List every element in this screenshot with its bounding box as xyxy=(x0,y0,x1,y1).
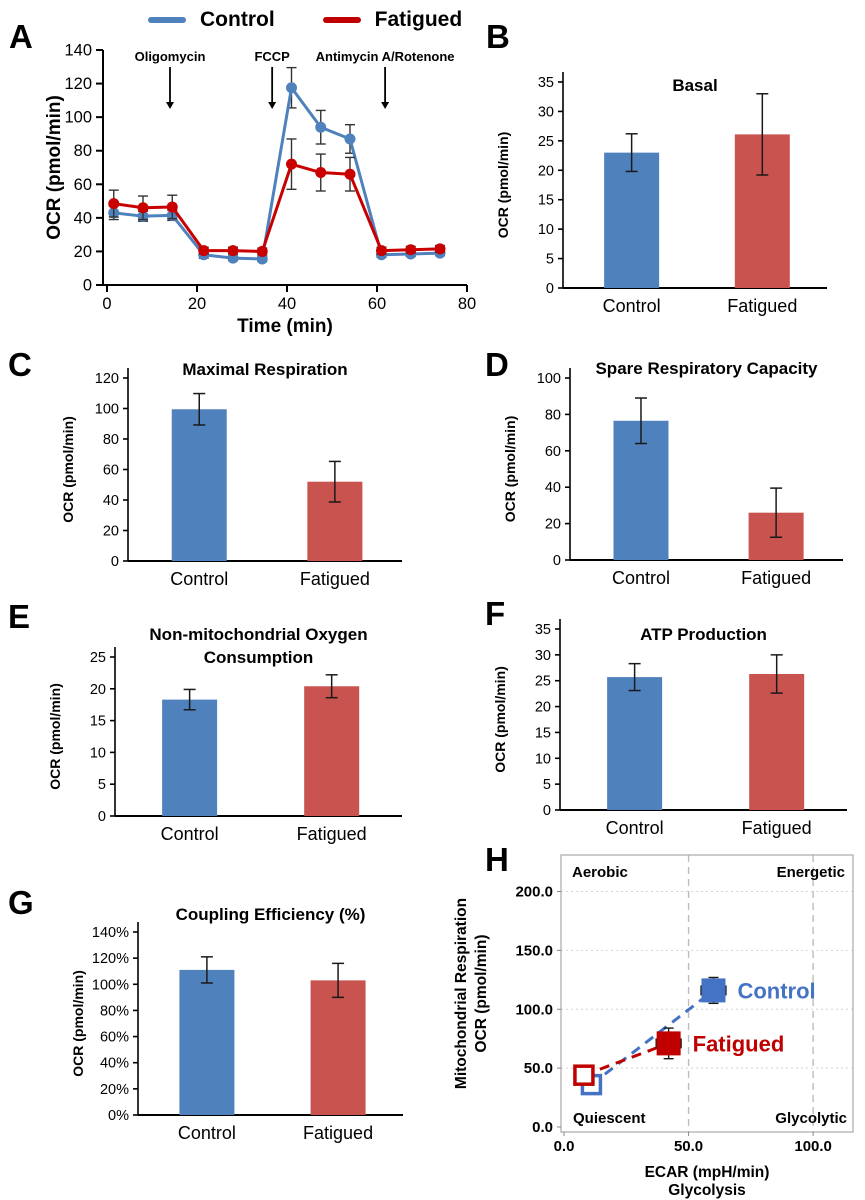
y-tick-label: 80 xyxy=(544,407,561,424)
figure-legend xyxy=(148,8,462,32)
y-tick-label: 50.0 xyxy=(523,1060,553,1078)
quadrant-glycolytic: Glycolytic xyxy=(775,1110,847,1127)
panel-label-h: H xyxy=(485,841,509,878)
y-tick-label: 60 xyxy=(102,462,119,479)
panel-h-energy-map-chart xyxy=(440,841,865,1200)
panel-c-maximal-respiration-chart xyxy=(55,352,465,600)
data-point xyxy=(286,159,297,170)
data-point xyxy=(345,169,356,180)
y-tick-label: 40% xyxy=(99,1055,129,1072)
y-tick-label: 60 xyxy=(73,175,92,194)
x-tick-label: 60 xyxy=(367,295,387,313)
y-tick-label: 140% xyxy=(91,925,129,941)
chart-title: Basal xyxy=(672,76,718,95)
data-point xyxy=(257,246,268,257)
chart-title: Maximal Respiration xyxy=(182,360,348,379)
panel-label-e: E xyxy=(8,598,31,635)
y-tick-label: 25 xyxy=(537,133,554,150)
y-axis-label: OCR (pmol/min) xyxy=(473,934,490,1053)
control-series xyxy=(108,68,445,265)
y-axis-label: OCR (pmol/min) xyxy=(495,131,511,239)
arrowhead-icon xyxy=(166,102,174,109)
panel-e-plot xyxy=(47,625,402,844)
category-label: Control xyxy=(170,569,229,589)
fatigued-bar xyxy=(311,980,366,1115)
panel-label-c: C xyxy=(8,346,32,383)
y-axis-label: Mitochondrial Respiration xyxy=(453,897,470,1090)
y-tick-label: 20 xyxy=(544,516,561,533)
data-point xyxy=(376,245,387,256)
control-filled-square xyxy=(701,978,725,1002)
y-tick-label: 35 xyxy=(534,622,551,638)
data-point xyxy=(167,201,178,212)
quadrant-aerobic: Aerobic xyxy=(572,864,628,881)
y-tick-label: 25 xyxy=(89,650,106,666)
x-tick-label: 0.0 xyxy=(553,1138,575,1155)
y-tick-label: 30 xyxy=(534,647,551,664)
y-tick-label: 100.0 xyxy=(515,1001,553,1019)
y-tick-label: 35 xyxy=(537,75,554,91)
y-tick-label: 15 xyxy=(537,192,554,209)
y-axis-label: OCR (pmol/min) xyxy=(60,416,76,523)
category-label: Fatigued xyxy=(741,818,812,838)
y-tick-label: 10 xyxy=(537,222,554,239)
y-tick-label: 60 xyxy=(544,443,561,460)
legend-item-control xyxy=(148,8,275,32)
y-tick-label: 0 xyxy=(542,803,551,819)
y-tick-label: 20 xyxy=(102,523,119,540)
annotation-label: Antimycin A/Rotenone xyxy=(315,49,455,64)
control-bar xyxy=(604,153,659,288)
y-axis-label: OCR (pmol/min) xyxy=(70,970,86,1077)
fatigued-open-square xyxy=(575,1066,593,1084)
quadrant-energetic: Energetic xyxy=(776,864,845,881)
category-label: Control xyxy=(602,296,661,316)
panel-b-plot xyxy=(495,72,827,316)
data-point xyxy=(138,202,149,213)
control-line-swatch xyxy=(148,17,186,23)
y-tick-label: 40 xyxy=(544,480,561,497)
panel-f-atp-production-chart xyxy=(480,602,865,878)
data-point xyxy=(435,243,446,254)
y-tick-label: 80 xyxy=(73,142,92,161)
legend-item-fatigued xyxy=(323,8,463,32)
y-tick-label: 0 xyxy=(97,809,106,825)
y-tick-label: 200.0 xyxy=(515,883,553,901)
y-tick-label: 100 xyxy=(536,371,561,387)
panel-label-a: A xyxy=(9,18,33,55)
category-label: Control xyxy=(177,1123,236,1143)
x-tick-label: 20 xyxy=(187,295,207,313)
y-tick-label: 5 xyxy=(542,777,551,794)
x-tick-label: 50.0 xyxy=(673,1138,704,1155)
axes xyxy=(64,42,476,314)
category-label: Fatigued xyxy=(303,1123,374,1143)
data-point xyxy=(315,167,326,178)
y-tick-label: 30 xyxy=(537,104,554,121)
data-point xyxy=(345,133,356,144)
panel-label-g: G xyxy=(8,884,34,921)
panel-e-nonmito-chart xyxy=(30,602,465,874)
y-tick-label: 5 xyxy=(545,251,554,268)
y-tick-label: 120% xyxy=(91,951,129,968)
y-tick-label: 20 xyxy=(534,699,551,716)
control-bar xyxy=(172,409,227,561)
control-bar xyxy=(162,700,217,816)
x-tick-label: 100.0 xyxy=(794,1138,832,1155)
panel-label-d: D xyxy=(485,346,509,383)
panel-g-plot xyxy=(70,905,403,1143)
data-point xyxy=(228,245,239,256)
panel-g-coupling-efficiency-chart xyxy=(30,890,465,1190)
x-tick-label: 80 xyxy=(457,295,477,313)
control-bar xyxy=(607,677,662,810)
y-tick-label: 20% xyxy=(99,1081,129,1098)
data-point xyxy=(315,122,326,133)
fatigued-series-label: Fatigued xyxy=(692,1031,785,1057)
category-label: Fatigued xyxy=(727,296,798,316)
category-label: Control xyxy=(605,818,664,838)
annotation-label: Oligomycin xyxy=(134,49,206,64)
chart-title: Coupling Efficiency (%) xyxy=(175,905,366,924)
legend-label-control: Control xyxy=(200,8,275,31)
data-point xyxy=(286,82,297,93)
data-point xyxy=(198,245,209,256)
x-axis-sublabel: Glycolysis xyxy=(668,1182,746,1199)
x-tick-label: 40 xyxy=(277,295,297,313)
y-axis-label: OCR (pmol/min) xyxy=(47,683,63,790)
y-axis-label: OCR (pmol/min) xyxy=(502,415,518,523)
legend-label-fatigued: Fatigued xyxy=(374,8,463,31)
fatigued-line-swatch xyxy=(323,17,361,23)
category-label: Fatigued xyxy=(296,824,367,844)
y-axis-label: OCR (pmol/min) xyxy=(44,95,65,240)
y-tick-label: 100% xyxy=(91,977,129,994)
panel-label-b: B xyxy=(486,18,510,55)
panel-c-plot xyxy=(60,360,402,589)
y-tick-label: 150.0 xyxy=(515,942,553,960)
x-tick-label: 0 xyxy=(102,295,112,313)
y-tick-label: 120 xyxy=(94,371,119,387)
control-bar xyxy=(179,970,234,1115)
data-point xyxy=(108,198,119,209)
y-tick-label: 10 xyxy=(534,751,551,768)
fatigued-filled-square xyxy=(657,1031,681,1055)
category-label: Fatigued xyxy=(299,569,370,589)
y-tick-label: 40 xyxy=(102,493,119,509)
fatigued-series xyxy=(108,139,445,257)
panel-d-spare-capacity-chart xyxy=(480,352,865,600)
category-label: Fatigued xyxy=(741,568,812,588)
panel-a-ocr-kinetics-chart xyxy=(40,30,480,342)
chart-title: Consumption xyxy=(203,648,314,667)
chart-title: Non-mitochondrial Oxygen xyxy=(149,625,368,644)
y-tick-label: 20 xyxy=(537,163,554,180)
y-tick-label: 5 xyxy=(97,777,106,794)
y-tick-label: 100 xyxy=(94,401,119,418)
control-series-label: Control xyxy=(737,978,816,1004)
y-tick-label: 0 xyxy=(82,276,92,295)
y-tick-label: 80% xyxy=(99,1003,129,1020)
y-tick-label: 0% xyxy=(108,1108,129,1124)
panel-d-plot xyxy=(502,359,843,588)
y-tick-label: 25 xyxy=(534,673,551,690)
y-tick-label: 0 xyxy=(545,281,554,297)
y-tick-label: 15 xyxy=(534,725,551,742)
panel-b-basal-chart xyxy=(490,45,865,345)
panel-f-plot xyxy=(492,619,847,838)
chart-title: Spare Respiratory Capacity xyxy=(595,359,818,378)
data-point xyxy=(405,244,416,255)
y-tick-label: 80 xyxy=(102,432,119,448)
x-axis-label: Time (min) xyxy=(237,316,333,337)
y-tick-label: 20 xyxy=(73,242,92,261)
fatigued-series xyxy=(575,1028,784,1084)
y-tick-label: 100 xyxy=(64,108,92,127)
chart-title: ATP Production xyxy=(640,625,767,644)
y-axis-label: OCR (pmol/min) xyxy=(492,666,508,773)
y-tick-label: 20 xyxy=(89,681,106,698)
y-tick-label: 15 xyxy=(89,713,106,730)
y-tick-label: 0 xyxy=(552,553,561,569)
x-axis-label: ECAR (mpH/min) xyxy=(644,1164,770,1181)
injection-annotations xyxy=(135,49,455,109)
arrowhead-icon xyxy=(381,102,389,109)
fatigued-bar xyxy=(749,674,804,810)
category-label: Control xyxy=(611,568,670,588)
control-line xyxy=(114,88,440,259)
y-tick-label: 120 xyxy=(64,75,92,94)
quadrant-quiescent: Quiescent xyxy=(573,1110,646,1127)
y-tick-label: 60% xyxy=(99,1029,129,1046)
panel-label-f: F xyxy=(485,595,506,632)
y-tick-label: 0.0 xyxy=(532,1119,553,1136)
arrowhead-icon xyxy=(268,102,276,109)
y-tick-label: 10 xyxy=(89,745,106,762)
y-tick-label: 140 xyxy=(64,41,92,60)
fatigued-bar xyxy=(304,686,359,816)
y-tick-label: 0 xyxy=(110,554,119,570)
annotation-label: FCCP xyxy=(254,49,290,64)
y-tick-label: 40 xyxy=(73,209,92,228)
category-label: Control xyxy=(160,824,219,844)
